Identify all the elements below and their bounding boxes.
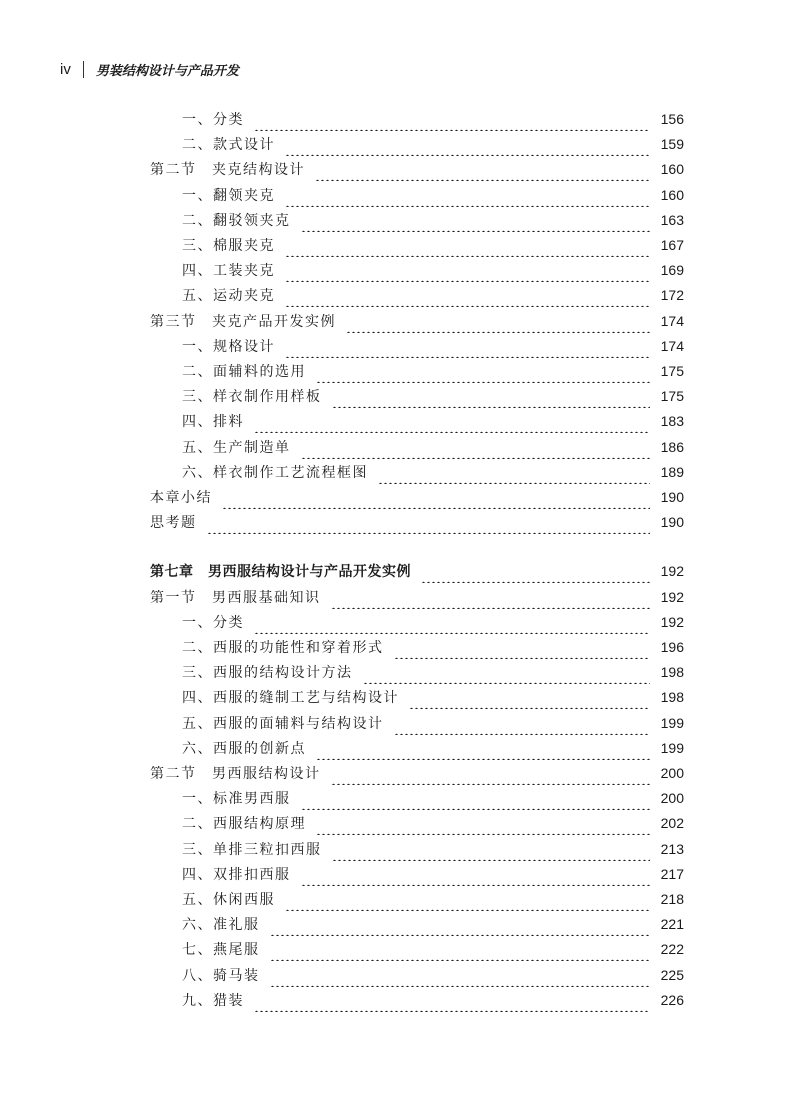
toc-entry-title: 八、骑马装 [182, 968, 260, 984]
toc-entry-line [182, 334, 684, 358]
toc-entry [0, 912, 790, 936]
toc-entry-page: 190 [660, 514, 684, 530]
dot-leader [254, 610, 650, 634]
toc-entry-page: 200 [660, 790, 684, 806]
toc-entry-page: 163 [660, 212, 684, 228]
dot-leader [316, 359, 650, 383]
toc-entry-line [182, 610, 684, 634]
toc-entry [0, 585, 790, 609]
dot-leader [285, 334, 650, 358]
toc-entry-page: 200 [660, 765, 684, 781]
toc-entry [0, 309, 790, 333]
toc-entry-title: 二、面辅料的选用 [182, 364, 306, 380]
toc-entry [0, 862, 790, 886]
toc-entry [0, 334, 790, 358]
toc-entry-line [182, 887, 684, 911]
page-number: iv [60, 60, 71, 78]
dot-leader [421, 559, 650, 583]
toc-entry-line [182, 132, 684, 156]
dot-leader [394, 635, 651, 659]
toc-entry-title: 二、款式设计 [182, 137, 275, 153]
toc-entry [0, 736, 790, 760]
toc-entry-line [150, 510, 684, 534]
toc-entry [0, 283, 790, 307]
toc-entry-page: 192 [660, 614, 684, 630]
toc-entry-title: 第二节 男西服结构设计 [150, 766, 321, 782]
toc-entry [0, 559, 790, 583]
toc-entry-page: 196 [660, 639, 684, 655]
toc-entry [0, 635, 790, 659]
toc-entry [0, 384, 790, 408]
toc-entry-title: 第一节 男西服基础知识 [150, 590, 321, 606]
toc-entry [0, 711, 790, 735]
toc-entry [0, 837, 790, 861]
dot-leader [285, 887, 650, 911]
toc-entry-page: 199 [660, 740, 684, 756]
toc-entry [0, 132, 790, 156]
toc-entry-line [182, 988, 684, 1012]
dot-leader [301, 862, 651, 886]
toc-entry-line [182, 233, 684, 257]
dot-leader [270, 937, 651, 961]
toc-entry-line [182, 460, 684, 484]
dot-leader [285, 283, 650, 307]
toc-entry [0, 937, 790, 961]
toc-entry-page: 225 [660, 967, 684, 983]
toc-entry-line [182, 862, 684, 886]
toc-entry-page: 222 [660, 941, 684, 957]
dot-leader [222, 485, 650, 509]
toc-entry-title: 一、分类 [182, 615, 244, 631]
toc-entry-line [150, 559, 684, 583]
toc-entry-line [182, 786, 684, 810]
header-divider [83, 61, 84, 78]
toc-entry-title: 一、标准男西服 [182, 791, 291, 807]
toc-entry-line [182, 711, 684, 735]
toc-entry [0, 107, 790, 131]
toc-entry-line [150, 585, 684, 609]
dot-leader [301, 435, 651, 459]
toc-entry-line [182, 837, 684, 861]
toc-entry-line [182, 937, 684, 961]
toc-entry-line [150, 309, 684, 333]
toc-entry [0, 183, 790, 207]
toc-entry-title: 四、西服的缝制工艺与结构设计 [182, 690, 399, 706]
toc-entry-page: 198 [660, 689, 684, 705]
dot-leader [316, 736, 650, 760]
toc-entry [0, 685, 790, 709]
toc-entry-line [182, 963, 684, 987]
dot-leader [270, 963, 651, 987]
toc-entry-line [182, 912, 684, 936]
toc-entry-page: 213 [660, 841, 684, 857]
toc-entry [0, 963, 790, 987]
toc-entry-page: 175 [660, 363, 684, 379]
dot-leader [316, 811, 650, 835]
dot-leader [332, 837, 651, 861]
toc-entry [0, 510, 790, 534]
dot-leader [254, 409, 650, 433]
dot-leader [301, 786, 651, 810]
toc-entry-title: 五、生产制造单 [182, 440, 291, 456]
toc-entry-page: 169 [660, 262, 684, 278]
dot-leader [285, 132, 650, 156]
toc-entry-title: 一、分类 [182, 112, 244, 128]
toc-entry-title: 三、西服的结构设计方法 [182, 665, 353, 681]
dot-leader [285, 233, 650, 257]
toc-entry-line [182, 635, 684, 659]
toc-entry [0, 409, 790, 433]
toc-entry [0, 761, 790, 785]
toc-entry-line [182, 685, 684, 709]
dot-leader [378, 460, 650, 484]
toc-entry-title: 第二节 夹克结构设计 [150, 162, 305, 178]
toc-entry-title: 三、单排三粒扣西服 [182, 842, 322, 858]
toc-entry-title: 九、猎装 [182, 993, 244, 1009]
toc-entry-line [182, 258, 684, 282]
toc-entry [0, 258, 790, 282]
toc-entry [0, 157, 790, 181]
toc-entry-title: 六、西服的创新点 [182, 741, 306, 757]
dot-leader [301, 208, 651, 232]
toc-entry-line [182, 283, 684, 307]
toc-entry [0, 460, 790, 484]
dot-leader [254, 988, 650, 1012]
toc-entry-line [150, 761, 684, 785]
toc-entry-title: 二、翻驳领夹克 [182, 213, 291, 229]
toc-entry-title: 二、西服的功能性和穿着形式 [182, 640, 384, 656]
toc-entry-page: 218 [660, 891, 684, 907]
toc-entry-title: 第七章 男西服结构设计与产品开发实例 [150, 564, 411, 580]
toc-entry-line [182, 208, 684, 232]
toc-entry-page: 190 [660, 489, 684, 505]
toc-entry-title: 二、西服结构原理 [182, 816, 306, 832]
toc-entry-line [182, 384, 684, 408]
toc-entry-line [182, 107, 684, 131]
toc-entry-line [182, 183, 684, 207]
toc-entry-title: 三、样衣制作用样板 [182, 389, 322, 405]
dot-leader [331, 761, 651, 785]
toc-entry [0, 660, 790, 684]
toc-entry [0, 359, 790, 383]
toc-entry [0, 485, 790, 509]
toc-entry [0, 811, 790, 835]
book-title: 男装结构设计与产品开发 [95, 63, 239, 79]
toc-entry-page: 159 [660, 136, 684, 152]
dot-leader [254, 107, 650, 131]
toc-entry-title: 第三节 夹克产品开发实例 [150, 314, 336, 330]
dot-leader [346, 309, 650, 333]
toc-entry-line [182, 435, 684, 459]
toc-entry-page: 183 [660, 413, 684, 429]
toc-entry-page: 189 [660, 464, 684, 480]
toc-entry-title: 七、燕尾服 [182, 942, 260, 958]
toc-entry-title: 四、双排扣西服 [182, 867, 291, 883]
toc-entry [0, 610, 790, 634]
toc-entry-title: 五、休闲西服 [182, 892, 275, 908]
toc-entry-page: 160 [660, 187, 684, 203]
toc-entry-title: 五、西服的面辅料与结构设计 [182, 716, 384, 732]
toc-entry-page: 198 [660, 664, 684, 680]
toc-entry-page: 217 [660, 866, 684, 882]
dot-leader [207, 510, 651, 534]
toc-entry-line [182, 359, 684, 383]
toc-entry [0, 208, 790, 232]
toc-entry-page: 174 [660, 313, 684, 329]
dot-leader [285, 258, 650, 282]
toc-entry-page: 156 [660, 111, 684, 127]
dot-leader [332, 384, 651, 408]
toc-entry-page: 172 [660, 287, 684, 303]
toc-entry-title: 一、规格设计 [182, 339, 275, 355]
toc-entry-line [150, 157, 684, 181]
toc-entry-page: 221 [660, 916, 684, 932]
dot-leader [409, 685, 650, 709]
toc-entry-page: 192 [660, 563, 684, 579]
toc-entry-page: 202 [660, 815, 684, 831]
toc-entry-title: 本章小结 [150, 490, 212, 506]
toc-entry-title: 三、棉服夹克 [182, 238, 275, 254]
toc-entry [0, 988, 790, 1012]
dot-leader [363, 660, 651, 684]
dot-leader [285, 183, 650, 207]
toc-entry-title: 六、样衣制作工艺流程框图 [182, 465, 368, 481]
toc-entry-page: 192 [660, 589, 684, 605]
toc-entry-title: 一、翻领夹克 [182, 188, 275, 204]
toc-entry [0, 786, 790, 810]
toc-entry-title: 四、工装夹克 [182, 263, 275, 279]
running-header [60, 57, 239, 81]
toc-entry-line [182, 811, 684, 835]
toc-entry-page: 199 [660, 715, 684, 731]
dot-leader [394, 711, 651, 735]
toc-entry-title: 思考题 [150, 515, 197, 531]
toc-entry [0, 435, 790, 459]
toc-entry-page: 186 [660, 439, 684, 455]
toc-entry-line [182, 409, 684, 433]
toc-entry-page: 167 [660, 237, 684, 253]
toc-entry-page: 175 [660, 388, 684, 404]
toc-entry-title: 五、运动夹克 [182, 288, 275, 304]
toc-entry-page: 174 [660, 338, 684, 354]
dot-leader [331, 585, 651, 609]
toc-entry-page: 160 [660, 161, 684, 177]
dot-leader [315, 157, 650, 181]
toc-entry-line [182, 660, 684, 684]
toc-entry-title: 四、排料 [182, 414, 244, 430]
toc-entry-line [182, 736, 684, 760]
toc-entry-page: 226 [660, 992, 684, 1008]
toc-entry-title: 六、准礼服 [182, 917, 260, 933]
toc-entry-line [150, 485, 684, 509]
dot-leader [270, 912, 651, 936]
toc-entry [0, 887, 790, 911]
toc-entry [0, 233, 790, 257]
